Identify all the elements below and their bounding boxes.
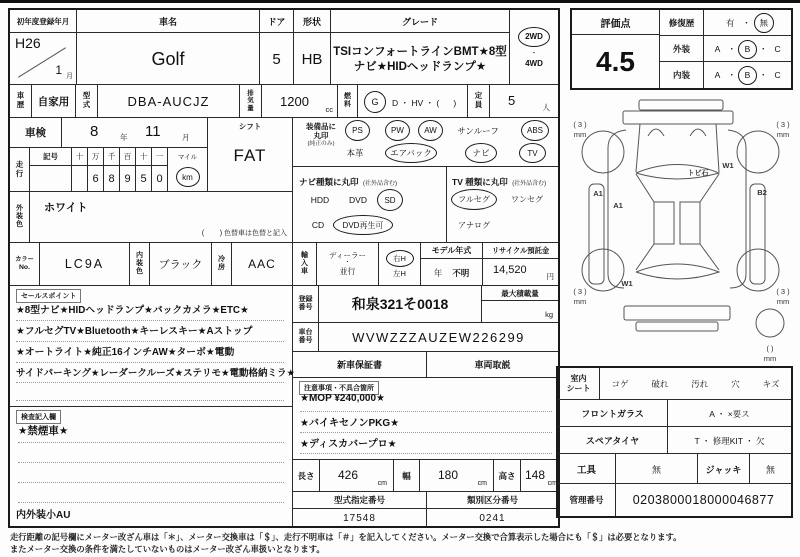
body-color-note: ( ) 色替車は色替と記入 [201,230,287,237]
grade-line1: TSIコンフォートラインBMT★8型 [333,45,507,58]
tools-label: 工具 [558,454,616,484]
rear-window [636,264,719,279]
tread-unit: mm [776,130,790,139]
model-year-unit: 年 [433,267,443,278]
wheel-front-left [582,131,624,173]
score-value: 4.5 [596,46,635,77]
handle-left: 左H [393,268,406,278]
sales-point-line: サイドパーキング★レーダークルーズ★ステリモ★電動格納ミラ★ [16,365,284,383]
recycle-deposit-value: 14,520 [493,264,527,276]
odometer-symbol-cell [30,166,72,192]
width-value [420,460,494,492]
history-label: 車歴 [10,85,32,118]
inspection-month: 11 [145,123,161,140]
drive-2wd-mark: 2WD [518,27,550,47]
odometer-km-mark: km [176,167,200,187]
car-damage-diagram [556,92,797,366]
tread-unit: mm [573,297,587,306]
nav-hdd: HDD [310,195,330,205]
seat-row [558,368,791,400]
import-dealer: ディーラー [329,250,366,260]
field-drive-type [510,10,558,85]
rear-bumper [624,306,730,320]
model-year-cell [421,243,483,286]
tv-type-panel [447,167,558,243]
field-doors [260,10,294,85]
nav-dvd: DVD [349,195,367,205]
ac-value: AAC [232,243,293,286]
payload-label: 最大積載量 [482,286,558,301]
equipment-title-3: (純正のみ) [307,140,335,147]
seat-item-tear: 破れ [651,379,669,389]
model-code-label: 型式 [76,85,98,118]
equip-ps-mark: PS [345,120,370,141]
height-label: 高さ [494,460,521,492]
body-color-label: 外装色 [10,192,30,243]
shift-label: シフト [238,121,262,131]
body-color-value: ホワイト [44,202,88,214]
damage-mark-a1-inner: A1 [613,201,623,210]
repair-no-mark: 無 [754,13,774,33]
tread-unit: mm [776,297,790,306]
vehicle-manual: 車両取説 [427,352,558,378]
odometer-col-header: 百 [120,148,136,166]
displacement-unit: cc [325,105,333,114]
equipment-title-1: 装備品に [306,122,336,131]
spare-tread-depth: ( ) [766,344,774,353]
repair-history-row [660,10,791,36]
rating-box [570,8,793,90]
body-shape-value: HB [301,51,323,68]
inspection-month-unit: 月 [182,133,190,142]
damage-mark-stone-chip: トビ石 [687,170,709,177]
wheel-rear-left [582,249,624,291]
height-unit: cm [547,480,557,487]
exterior-grade-label: 外装 [660,36,704,62]
interior-a: A [714,70,721,80]
exterior-grade-row [660,36,791,62]
color-code-value: LC9A [40,243,130,286]
class-number-label: 類別区分番号 [427,492,558,509]
footer-note-line2: またメーター交換の条件を満たしていないものはメーター改ざん車扱いとなります。 [10,544,325,555]
damage-mark-w1-bottom: W1 [621,279,633,288]
exterior-c: C [774,44,781,54]
repair-yes: 有 [725,18,735,28]
car-name-value: Golf [151,49,185,69]
inspector-notes-box [10,407,293,526]
class-number-value: 0241 [479,512,506,524]
tv-analog: アナログ [458,220,490,230]
seat-item-scratch: キズ [762,379,780,389]
chassis-number-label: 車台番号 [293,323,319,352]
payload-unit: kg [545,310,553,319]
ac-label: 冷房 [212,243,232,286]
separator-dot: ・ [759,70,768,80]
width-label: 幅 [394,460,420,492]
nav-sd-mark: SD [377,189,403,211]
fuel-value [358,85,468,118]
front-bumper [623,111,733,124]
import-parallel: 並行 [339,267,356,277]
odometer-col-header: 千 [104,148,120,166]
odometer-digit: 8 [104,166,120,192]
rear-plate [636,322,718,331]
management-number-row [558,484,791,516]
score-label: 評価点 [572,10,659,35]
tread-unit: mm [573,130,587,139]
right-sill-strip [750,184,765,284]
displacement-number: 1200 [280,94,309,109]
tread-depth-rear-right: ( 3 ) [776,287,790,296]
separator-dot: ・ [742,18,751,28]
displacement-label: 排気量 [240,85,262,118]
odometer-digit: 9 [120,166,136,192]
history-value: 自家用 [32,85,76,118]
odometer-mile-label: マイル [177,153,198,161]
shift-cell [208,118,293,192]
interior-color-value: ブラック [150,243,212,286]
footer-note-line1: 走行距離の記号欄にメーター改ざん車は「＊」、メーター交換車は「＄」、走行不明車は「＃」を記入してください。メーター交換で合算表示した場合にも「＄」は必要となります。 [10,532,682,542]
windshield-label: フロントガラス [558,400,668,427]
model-year-label: モデル年式 [421,243,482,259]
wheel-rear-right [737,249,779,291]
recycle-deposit-unit: 円 [546,272,554,281]
damage-mark-a1-outer: A1 [593,189,603,198]
grade-line2: ナビ★HIDヘッドランプ★ [353,60,487,73]
body-sides [636,174,719,270]
handle-right-mark: 右H [386,250,414,267]
odometer-label: 走行 [10,148,30,192]
odometer-col-header: 十 [136,148,152,166]
doors-value: 5 [272,51,281,68]
seat-item-burn: コゲ [611,379,629,389]
interior-b-mark: B [738,66,757,85]
odometer-col-header: 十 [72,148,88,166]
width-unit: cm [477,480,487,487]
separator-dot: ・ [727,44,736,54]
odometer-digit: 6 [88,166,104,192]
registration-number-value: 和泉321そ0018 [319,286,482,323]
score-cell [572,10,660,88]
equip-aw-mark: AW [418,120,443,141]
length-number: 426 [338,468,359,482]
field-car-name [77,10,260,85]
interior-grade-label: 内装 [660,62,704,88]
fuel-gasoline-mark: G [364,91,386,113]
recycle-deposit-label: リサイクル預託金 [483,243,558,259]
new-car-warranty: 新車保証書 [293,352,427,378]
nav-type-title-small: (社外品含む) [362,181,397,187]
length-value [320,460,394,492]
spare-tire [756,309,784,337]
field-body-shape [294,10,331,85]
windshield-value: A ・ ×要ス [709,408,750,419]
field-grade [331,10,510,85]
nav-dvd-playable-mark: DVD再生可 [333,215,393,235]
model-code-value: DBA-AUCJZ [98,85,240,118]
seat-item-stain: 汚れ [691,379,709,389]
equipment-title-2: 丸印 [313,131,329,141]
front-plate [639,100,723,110]
color-code-label: カラー No. [10,243,40,286]
tread-depth-front-left: ( 3 ) [573,120,587,129]
management-number-label: 管理番号 [558,484,616,516]
field-registration-date [10,10,77,85]
displacement-value [262,85,338,118]
car-outline [582,100,784,337]
equip-tv-mark: TV [519,143,546,163]
main-table [8,8,560,528]
windshield-row [558,400,791,427]
length-unit: cm [377,480,387,487]
floor-right [680,202,700,244]
capacity-label: 定員 [468,85,490,118]
caution-line: ★MOP ¥240,000★ [300,393,552,412]
sales-point-line: ★8型ナビ★HIDヘッドランプ★バックカメラ★ETC★ [16,302,284,321]
import-dealer-cell [317,243,379,286]
grade-label: グレード [331,10,509,33]
handle-side-cell [379,243,421,286]
sales-points-box [10,286,293,407]
footer-note [10,531,794,555]
model-year-value: 不明 [452,267,470,278]
odometer-digit [72,166,88,192]
odometer-unit-cell [168,148,208,192]
doors-label: ドア [260,10,293,33]
fuel-options: D ・ HV ・ ( ) [392,98,457,108]
registration-month: 1 [55,63,62,77]
spare-tire-row [558,427,791,454]
registration-number-label: 登録番号 [293,286,319,323]
tread-unit: mm [763,354,777,363]
tv-type-title-small: (社外品含む) [512,181,547,187]
interior-color-label: 内装色 [130,243,150,286]
capacity-unit: 人 [542,103,550,112]
body-color-cell [30,192,293,243]
exterior-b-mark: B [738,40,757,59]
odometer-symbol-header: 記号 [30,148,72,166]
car-name-label: 車名 [77,10,259,33]
seat-item-hole: 穴 [731,379,740,389]
empty-line [18,485,284,503]
tread-depth-front-right: ( 3 ) [776,120,790,129]
nav-type-panel [293,167,447,243]
caution-box [293,378,558,460]
registration-month-unit: 月 [66,73,73,80]
payload-cell [482,286,558,323]
class-number-cell [427,492,558,526]
damage-mark-w1-top: W1 [722,161,734,170]
odometer-col-header: 一 [152,148,168,166]
equip-sunroof: サンルーフ [457,125,499,136]
jack-value: 無 [765,464,775,475]
registration-date-label: 初年度登録年月 [10,10,76,33]
interior-grade-row [660,62,791,88]
import-dot: ・ [344,259,351,266]
damage-mark-b2: B2 [757,188,767,197]
height-value [521,460,558,492]
empty-line [16,385,284,401]
equip-airbag-mark: エアバック [385,143,437,163]
left-sill-strip [589,184,604,284]
spare-tire-label: スペアタイヤ [558,427,668,454]
headrests [648,129,706,136]
sales-point-line: ★フルセグTV★Bluetooth★キーレスキー★Aストップ [16,323,284,342]
registration-era: H26 [15,35,41,51]
caution-line: ★バイキセノンPKG★ [300,414,552,433]
equip-pw-mark: PW [385,120,410,141]
inspector-footer: 内外装小AU [16,510,71,521]
inspector-note-line: ★禁煙車★ [18,423,284,443]
type-designation-label: 型式指定番号 [293,492,426,509]
interior-c: C [774,70,781,80]
inspection-year-unit: 年 [120,133,128,142]
capacity-number: 5 [508,93,516,108]
empty-line [18,445,284,463]
tv-fullseg-mark: フルセグ [451,189,497,210]
type-designation-cell [293,492,427,526]
chassis-number-value: WVWZZZAUZEW226299 [319,323,558,352]
management-number-value: 0203800018000046877 [632,493,775,507]
shift-value: FAT [233,146,267,165]
nav-type-title: ナビ種類に丸印 [299,177,359,187]
tools-row [558,454,791,484]
capacity-value [490,85,558,118]
tools-value: 無 [616,454,698,484]
body-shape-label: 形状 [294,10,330,33]
inspector-notes-title: 検査記入欄 [16,410,61,424]
seat-label-1: 室内 [570,373,587,383]
drive-dot: ・ [530,49,538,57]
tv-oneseg: ワンセグ [511,195,543,204]
drive-4wd: 4WD [525,58,543,68]
caution-line: ★ディスカバープロ★ [300,435,552,454]
import-label: 輸入車 [293,243,317,286]
nav-cd: CD [311,220,325,230]
empty-line [18,465,284,483]
top-border-line [0,0,800,3]
odometer-digit: 0 [152,166,168,192]
separator-dot: ・ [759,44,768,54]
spare-tire-value: T ・ 修理KIT ・ 欠 [694,435,765,446]
sales-points-title: セールスポイント [16,289,81,303]
fuel-label: 燃料 [338,85,358,118]
equip-navi-mark: ナビ [465,143,497,163]
tread-depth-rear-left: ( 3 ) [573,287,587,296]
odometer-col-header: 万 [88,148,104,166]
exterior-a: A [714,44,721,54]
length-label: 長さ [293,460,320,492]
inspection-year: 8 [90,123,99,140]
tv-type-title: TV 種類に丸印 [452,177,508,187]
height-number: 148 [525,468,546,482]
odometer-digit: 5 [136,166,152,192]
inspection-value [62,118,208,148]
floor-left [654,202,674,244]
recycle-deposit-cell [483,243,558,286]
equipment-panel [293,118,558,167]
inspection-label: 車検 [10,118,62,148]
jack-label: ジャッキ [698,454,750,484]
seat-label-2: シート [566,384,591,393]
equip-abs-mark: ABS [521,120,549,141]
separator-dot: ・ [727,70,736,80]
condition-table [556,366,793,518]
repair-history-label: 修復歴 [660,10,704,36]
type-designation-value: 17548 [343,512,376,524]
equip-leather: 本革 [346,148,364,158]
caution-title: 注意事項・不具合箇所 [299,381,379,395]
width-number: 180 [438,468,459,482]
sales-point-line: ★オートライト★純正16インチAW★ターボ★電動 [16,344,284,363]
